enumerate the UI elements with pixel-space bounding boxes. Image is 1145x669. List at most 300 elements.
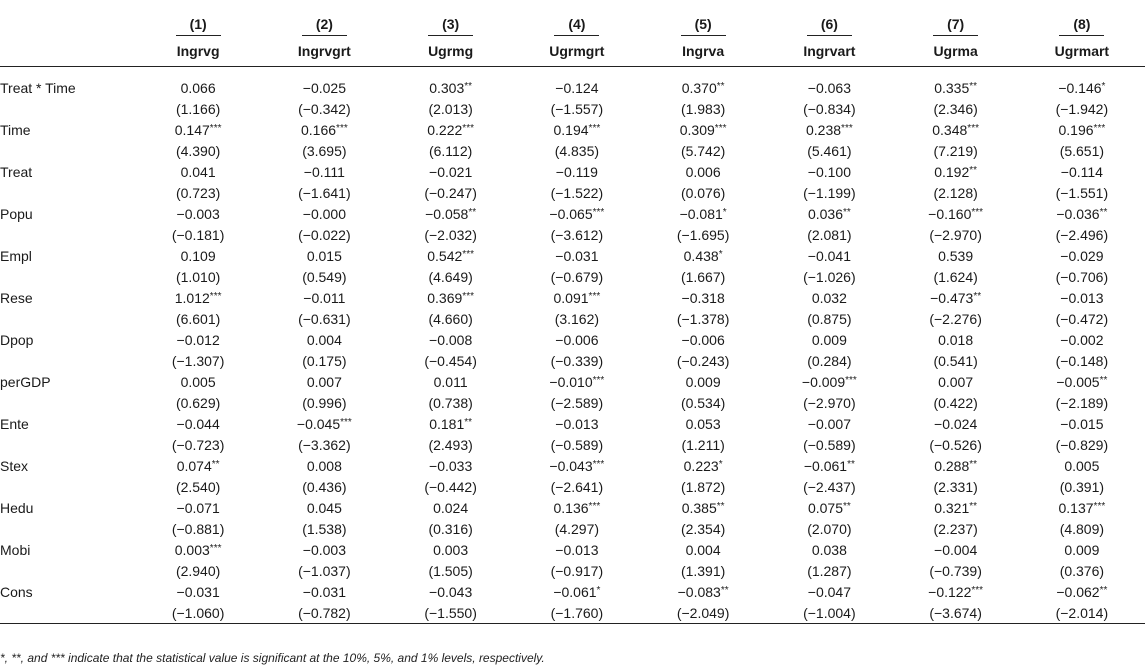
coefficient-value: 0.009: [1064, 541, 1100, 558]
t-statistic-cell: (1.166): [175, 100, 221, 117]
coefficient-value: 0.024: [433, 499, 469, 516]
t-statistic-cell: (0.422): [933, 394, 978, 411]
row-label: Rese: [0, 289, 33, 306]
coefficient-value: −0.006: [555, 331, 599, 348]
column-header: Ingrvgrt: [261, 36, 387, 67]
coefficient-cell: [261, 245, 387, 266]
table-row-coefficient: [0, 497, 1145, 518]
t-statistic-cell: (2.128): [933, 184, 978, 201]
coefficient-value: 0.335: [934, 79, 970, 96]
t-statistic-cell: (−2.970): [803, 394, 856, 411]
coefficient-cell: [135, 245, 261, 266]
table-row-tstat: [0, 476, 1145, 497]
t-statistic-cell: (−2.189): [1055, 394, 1109, 411]
table-row-tstat: [0, 350, 1145, 371]
t-statistic-cell: (−0.829): [1055, 436, 1109, 453]
significance-stars: ***: [209, 122, 222, 134]
coefficient-cell: [135, 77, 261, 98]
column-number: (4): [514, 0, 640, 36]
significance-stars: ***: [845, 374, 857, 386]
significance-stars: ***: [462, 122, 474, 134]
coefficient-cell: [640, 119, 766, 140]
t-statistic-cell: (2.013): [428, 100, 473, 117]
coefficient-value: −0.065: [549, 205, 593, 222]
coefficient-cell: [514, 539, 640, 560]
coefficient-cell: [514, 77, 640, 98]
coefficient-value: −0.013: [555, 415, 599, 432]
coefficient-cell: [388, 161, 514, 182]
t-statistic-cell: (−1.550): [388, 602, 514, 624]
coefficient-value: 0.181: [429, 415, 465, 432]
table-row-tstat: [0, 266, 1145, 287]
table-row-coefficient: [0, 329, 1145, 350]
coefficient-value: 0.238: [806, 121, 842, 138]
t-statistic-cell: (4.649): [428, 268, 473, 285]
coefficient-value: −0.006: [681, 331, 725, 348]
coefficient-cell: [766, 245, 892, 266]
significance-stars: **: [847, 458, 855, 470]
table-row-coefficient: [0, 245, 1145, 266]
coefficient-cell: [261, 497, 387, 518]
t-statistic-cell: (3.695): [302, 142, 347, 159]
column-header: Ingrva: [640, 36, 766, 67]
header-blank: [0, 0, 135, 36]
coefficient-cell: [640, 287, 766, 308]
significance-stars: **: [716, 500, 725, 512]
table-row-tstat: [0, 392, 1145, 413]
coefficient-value: 0.038: [811, 541, 847, 558]
coefficient-cell: [388, 287, 514, 308]
coefficient-cell: [893, 203, 1019, 224]
row-label: Mobi: [0, 541, 31, 558]
t-statistic-cell: (−2.970): [929, 226, 982, 243]
coefficient-value: −0.044: [176, 415, 220, 432]
t-statistic-cell: (−1.026): [803, 268, 856, 285]
coefficient-value: −0.100: [807, 163, 851, 180]
coefficient-value: −0.010: [549, 373, 593, 390]
coefficient-value: −0.062: [1056, 583, 1100, 600]
t-statistic-cell: (2.354): [680, 520, 726, 537]
coefficient-value: −0.041: [807, 247, 851, 264]
column-number: (1): [135, 0, 261, 36]
coefficient-cell: [135, 413, 261, 434]
coefficient-value: 0.007: [938, 373, 974, 390]
significance-stars: ***: [588, 122, 601, 134]
coefficient-cell: [640, 245, 766, 266]
t-statistic-cell: (−0.589): [550, 436, 604, 453]
coefficient-value: −0.012: [176, 331, 220, 348]
significance-stars: ***: [967, 122, 979, 134]
t-statistic-cell: (−1.060): [135, 602, 261, 624]
t-statistic-cell: (1.391): [680, 562, 726, 579]
coefficient-cell: [1019, 329, 1145, 350]
coefficient-cell: [514, 497, 640, 518]
significance-stars: ***: [1093, 500, 1106, 512]
coefficient-value: 0.166: [301, 121, 337, 138]
coefficient-cell: [1019, 413, 1145, 434]
t-statistic-cell: (1.872): [680, 478, 726, 495]
t-statistic-cell: (−0.442): [424, 478, 477, 495]
significance-stars: ***: [588, 500, 601, 512]
significance-stars: **: [211, 458, 220, 470]
coefficient-value: 1.012: [174, 289, 210, 306]
t-statistic-cell: (−1.551): [1055, 184, 1109, 201]
significance-stars: **: [843, 500, 851, 512]
coefficient-value: −0.003: [176, 205, 220, 222]
coefficient-cell: [135, 539, 261, 560]
significance-stars: *: [1101, 80, 1106, 92]
significance-stars: ***: [209, 290, 222, 302]
coefficient-cell: [893, 581, 1019, 602]
coefficient-value: 0.004: [685, 541, 721, 558]
coefficient-value: −0.033: [429, 457, 473, 474]
coefficient-cell: [514, 329, 640, 350]
coefficient-cell: [514, 161, 640, 182]
coefficient-value: 0.438: [683, 247, 719, 264]
coefficient-cell: [1019, 245, 1145, 266]
coefficient-cell: [514, 413, 640, 434]
t-statistic-cell: (0.316): [428, 520, 473, 537]
t-statistic-cell: (−2.589): [550, 394, 604, 411]
t-statistic-cell: (−1.199): [803, 184, 856, 201]
coefficient-value: 0.109: [180, 247, 216, 264]
coefficient-cell: [388, 77, 514, 98]
table-row-tstat: [0, 560, 1145, 581]
t-statistic-cell: (6.112): [428, 142, 473, 159]
column-header: Ugrmgrt: [514, 36, 640, 67]
coefficient-cell: [388, 119, 514, 140]
table-row-tstat: [0, 182, 1145, 203]
t-statistic-cell: (0.376): [1059, 562, 1105, 579]
table-row-tstat: [0, 140, 1145, 161]
coefficient-value: 0.075: [807, 499, 843, 516]
coefficient-value: 0.370: [681, 79, 717, 96]
coefficient-cell: [261, 119, 387, 140]
t-statistic-cell: (2.540): [175, 478, 221, 495]
coefficient-cell: [135, 497, 261, 518]
coefficient-value: 0.136: [553, 499, 589, 516]
coefficient-cell: [893, 161, 1019, 182]
coefficient-value: −0.318: [681, 289, 725, 306]
coefficient-value: −0.005: [1056, 373, 1100, 390]
table-row-tstat: [0, 308, 1145, 329]
t-statistic-cell: (−1.004): [766, 602, 892, 624]
coefficient-cell: [640, 371, 766, 392]
coefficient-cell: [514, 455, 640, 476]
significance-stars: ***: [1093, 122, 1106, 134]
coefficient-cell: [893, 539, 1019, 560]
t-statistic-cell: (−3.674): [893, 602, 1019, 624]
row-label: Popu: [0, 205, 33, 222]
coefficient-cell: [640, 161, 766, 182]
coefficient-cell: [514, 287, 640, 308]
coefficient-cell: [135, 581, 261, 602]
coefficient-value: 0.074: [176, 457, 212, 474]
coefficient-value: 0.045: [306, 499, 342, 516]
coefficient-cell: [893, 413, 1019, 434]
coefficient-cell: [1019, 161, 1145, 182]
t-statistic-cell: (−1.942): [1055, 100, 1109, 117]
column-header: Ugrmart: [1019, 36, 1145, 67]
coefficient-value: −0.043: [429, 583, 473, 600]
coefficient-cell: [766, 287, 892, 308]
coefficient-cell: [1019, 581, 1145, 602]
t-statistic-cell: (−1.557): [550, 100, 604, 117]
coefficient-value: −0.031: [302, 583, 346, 600]
coefficient-cell: [388, 539, 514, 560]
coefficient-value: 0.004: [306, 331, 342, 348]
t-statistic-cell: (−0.472): [1055, 310, 1109, 327]
coefficient-cell: [766, 329, 892, 350]
coefficient-cell: [261, 455, 387, 476]
coefficient-value: 0.196: [1058, 121, 1094, 138]
coefficient-cell: [766, 497, 892, 518]
coefficient-cell: [388, 203, 514, 224]
significance-stars: ***: [971, 206, 984, 218]
coefficient-value: −0.063: [807, 79, 851, 96]
t-statistic-cell: (1.983): [680, 100, 726, 117]
table-row-tstat: [0, 602, 1145, 624]
t-statistic-cell: (4.809): [1059, 520, 1105, 537]
coefficient-cell: [766, 119, 892, 140]
t-statistic-cell: (−0.631): [298, 310, 351, 327]
coefficient-cell: [640, 497, 766, 518]
column-number: (6): [766, 0, 892, 36]
t-statistic-cell: (4.297): [554, 520, 600, 537]
t-statistic-cell: (1.624): [933, 268, 978, 285]
coefficient-value: 0.003: [433, 541, 469, 558]
t-statistic-cell: (1.667): [680, 268, 726, 285]
coefficient-value: −0.111: [303, 163, 345, 180]
column-number: (2): [261, 0, 387, 36]
t-statistic-cell: (0.284): [807, 352, 852, 369]
coefficient-value: −0.160: [928, 205, 972, 222]
coefficient-value: −0.061: [553, 583, 597, 600]
coefficient-cell: [261, 161, 387, 182]
coefficient-value: −0.011: [303, 289, 346, 306]
coefficient-cell: [640, 203, 766, 224]
coefficient-value: −0.146: [1058, 79, 1102, 96]
coefficient-value: −0.047: [807, 583, 851, 600]
column-number: (3): [388, 0, 514, 36]
coefficient-cell: [261, 329, 387, 350]
coefficient-value: −0.024: [934, 415, 978, 432]
t-statistic-cell: (−1.522): [550, 184, 604, 201]
significance-note: *, **, and *** indicate that the statistical value is significant at the 10%, 5%, and 1% levels, respectively.: [0, 651, 545, 665]
coefficient-cell: [1019, 119, 1145, 140]
significance-stars: **: [969, 500, 978, 512]
t-statistic-cell: (0.549): [302, 268, 347, 285]
coefficient-value: −0.031: [176, 583, 220, 600]
t-statistic-cell: (0.076): [680, 184, 726, 201]
coefficient-value: −0.015: [1060, 415, 1104, 432]
column-name-row: [0, 36, 1145, 67]
coefficient-value: 0.542: [427, 247, 463, 264]
coefficient-value: −0.029: [1060, 247, 1104, 264]
coefficient-cell: [388, 455, 514, 476]
table-row-tstat: [0, 434, 1145, 455]
row-label: Empl: [0, 247, 32, 264]
coefficient-cell: [640, 539, 766, 560]
coefficient-cell: [388, 497, 514, 518]
t-statistic-cell: (−0.834): [803, 100, 856, 117]
coefficient-cell: [261, 413, 387, 434]
coefficient-value: 0.539: [938, 247, 974, 264]
t-statistic-cell: (0.996): [302, 394, 347, 411]
table-row-tstat: [0, 98, 1145, 119]
coefficient-value: 0.032: [811, 289, 847, 306]
t-statistic-cell: (4.835): [554, 142, 600, 159]
t-statistic-cell: (2.081): [807, 226, 852, 243]
significance-stars: *: [722, 206, 727, 218]
coefficient-cell: [261, 371, 387, 392]
coefficient-value: 0.321: [934, 499, 970, 516]
significance-stars: **: [969, 458, 978, 470]
significance-stars: **: [1099, 206, 1108, 218]
coefficient-value: 0.041: [180, 163, 216, 180]
coefficient-value: −0.058: [425, 205, 469, 222]
column-number: (7): [893, 0, 1019, 36]
table-row-coefficient: [0, 287, 1145, 308]
coefficient-cell: [135, 371, 261, 392]
coefficient-cell: [135, 329, 261, 350]
table-row-coefficient: [0, 539, 1145, 560]
significance-stars: *: [718, 458, 723, 470]
coefficient-cell: [388, 371, 514, 392]
coefficient-cell: [766, 413, 892, 434]
row-label: Treat * Time: [0, 79, 76, 96]
column-header: Ingrvart: [766, 36, 892, 67]
coefficient-cell: [1019, 539, 1145, 560]
table-row-coefficient: [0, 203, 1145, 224]
t-statistic-cell: (−2.049): [640, 602, 766, 624]
significance-stars: **: [720, 584, 729, 596]
t-statistic-cell: (3.162): [554, 310, 600, 327]
coefficient-value: −0.013: [555, 541, 599, 558]
table-row-coefficient: [0, 455, 1145, 476]
significance-stars: **: [973, 290, 982, 302]
t-statistic-cell: (−2.276): [929, 310, 982, 327]
t-statistic-cell: (2.940): [175, 562, 221, 579]
t-statistic-cell: (0.723): [175, 184, 221, 201]
row-label: Treat: [0, 163, 33, 180]
significance-stars: **: [969, 80, 978, 92]
coefficient-value: 0.194: [553, 121, 589, 138]
significance-stars: ***: [592, 374, 605, 386]
coefficient-cell: [514, 581, 640, 602]
coefficient-value: −0.007: [807, 415, 851, 432]
significance-stars: **: [716, 80, 725, 92]
column-header: Ugrmg: [388, 36, 514, 67]
coefficient-value: 0.011: [433, 373, 468, 390]
significance-stars: *: [596, 584, 601, 596]
coefficient-cell: [766, 581, 892, 602]
significance-stars: ***: [462, 248, 474, 260]
coefficient-value: 0.009: [685, 373, 721, 390]
significance-stars: ***: [592, 458, 605, 470]
t-statistic-cell: (−0.339): [550, 352, 604, 369]
coefficient-value: 0.066: [180, 79, 216, 96]
t-statistic-cell: (−0.181): [171, 226, 225, 243]
coefficient-cell: [514, 119, 640, 140]
row-label: Stex: [0, 457, 29, 474]
row-label: Cons: [0, 583, 33, 600]
t-statistic-cell: (2.331): [933, 478, 978, 495]
coefficient-value: 0.309: [679, 121, 715, 138]
coefficient-cell: [388, 581, 514, 602]
significance-stars: **: [464, 416, 473, 428]
t-statistic-cell: (0.541): [933, 352, 978, 369]
t-statistic-cell: (−0.723): [171, 436, 225, 453]
coefficient-value: −0.021: [429, 163, 473, 180]
coefficient-value: −0.124: [555, 79, 599, 96]
coefficient-cell: [261, 539, 387, 560]
t-statistic-cell: (0.629): [175, 394, 221, 411]
coefficient-value: 0.369: [427, 289, 463, 306]
t-statistic-cell: (−2.641): [550, 478, 604, 495]
t-statistic-cell: (0.436): [302, 478, 347, 495]
row-label: Time: [0, 121, 31, 138]
t-statistic-cell: (4.390): [175, 142, 221, 159]
table-row-coefficient: [0, 413, 1145, 434]
coefficient-value: −0.083: [677, 583, 721, 600]
t-statistic-cell: (0.875): [807, 310, 852, 327]
t-statistic-cell: (6.601): [175, 310, 221, 327]
coefficient-value: −0.473: [930, 289, 974, 306]
coefficient-cell: [766, 455, 892, 476]
t-statistic-cell: (−0.342): [298, 100, 351, 117]
coefficient-value: −0.002: [1060, 331, 1104, 348]
coefficient-value: 0.192: [934, 163, 970, 180]
coefficient-value: 0.006: [685, 163, 721, 180]
coefficient-cell: [261, 581, 387, 602]
coefficient-value: 0.005: [180, 373, 216, 390]
coefficient-value: 0.015: [306, 247, 342, 264]
t-statistic-cell: (−3.362): [298, 436, 351, 453]
coefficient-value: 0.223: [683, 457, 719, 474]
coefficient-cell: [514, 371, 640, 392]
coefficient-cell: [640, 455, 766, 476]
t-statistic-cell: (−1.760): [514, 602, 640, 624]
table-row-coefficient: [0, 161, 1145, 182]
coefficient-cell: [893, 329, 1019, 350]
coefficient-cell: [640, 329, 766, 350]
coefficient-cell: [640, 413, 766, 434]
table-body: [0, 77, 1145, 624]
coefficient-cell: [766, 539, 892, 560]
t-statistic-cell: (1.287): [807, 562, 852, 579]
t-statistic-cell: (−0.526): [929, 436, 982, 453]
significance-stars: ***: [841, 122, 853, 134]
coefficient-cell: [893, 119, 1019, 140]
t-statistic-cell: (0.534): [680, 394, 726, 411]
coefficient-cell: [893, 287, 1019, 308]
t-statistic-cell: (−0.022): [298, 226, 351, 243]
coefficient-cell: [893, 245, 1019, 266]
coefficient-cell: [388, 413, 514, 434]
coefficient-value: 0.137: [1058, 499, 1094, 516]
t-statistic-cell: (−0.589): [803, 436, 856, 453]
significance-stars: **: [468, 206, 477, 218]
coefficient-cell: [135, 161, 261, 182]
significance-stars: ***: [971, 584, 984, 596]
t-statistic-cell: (5.461): [807, 142, 852, 159]
significance-stars: **: [1099, 584, 1108, 596]
t-statistic-cell: (1.505): [428, 562, 473, 579]
coefficient-cell: [388, 245, 514, 266]
t-statistic-cell: (2.070): [807, 520, 852, 537]
t-statistic-cell: (−1.037): [298, 562, 351, 579]
